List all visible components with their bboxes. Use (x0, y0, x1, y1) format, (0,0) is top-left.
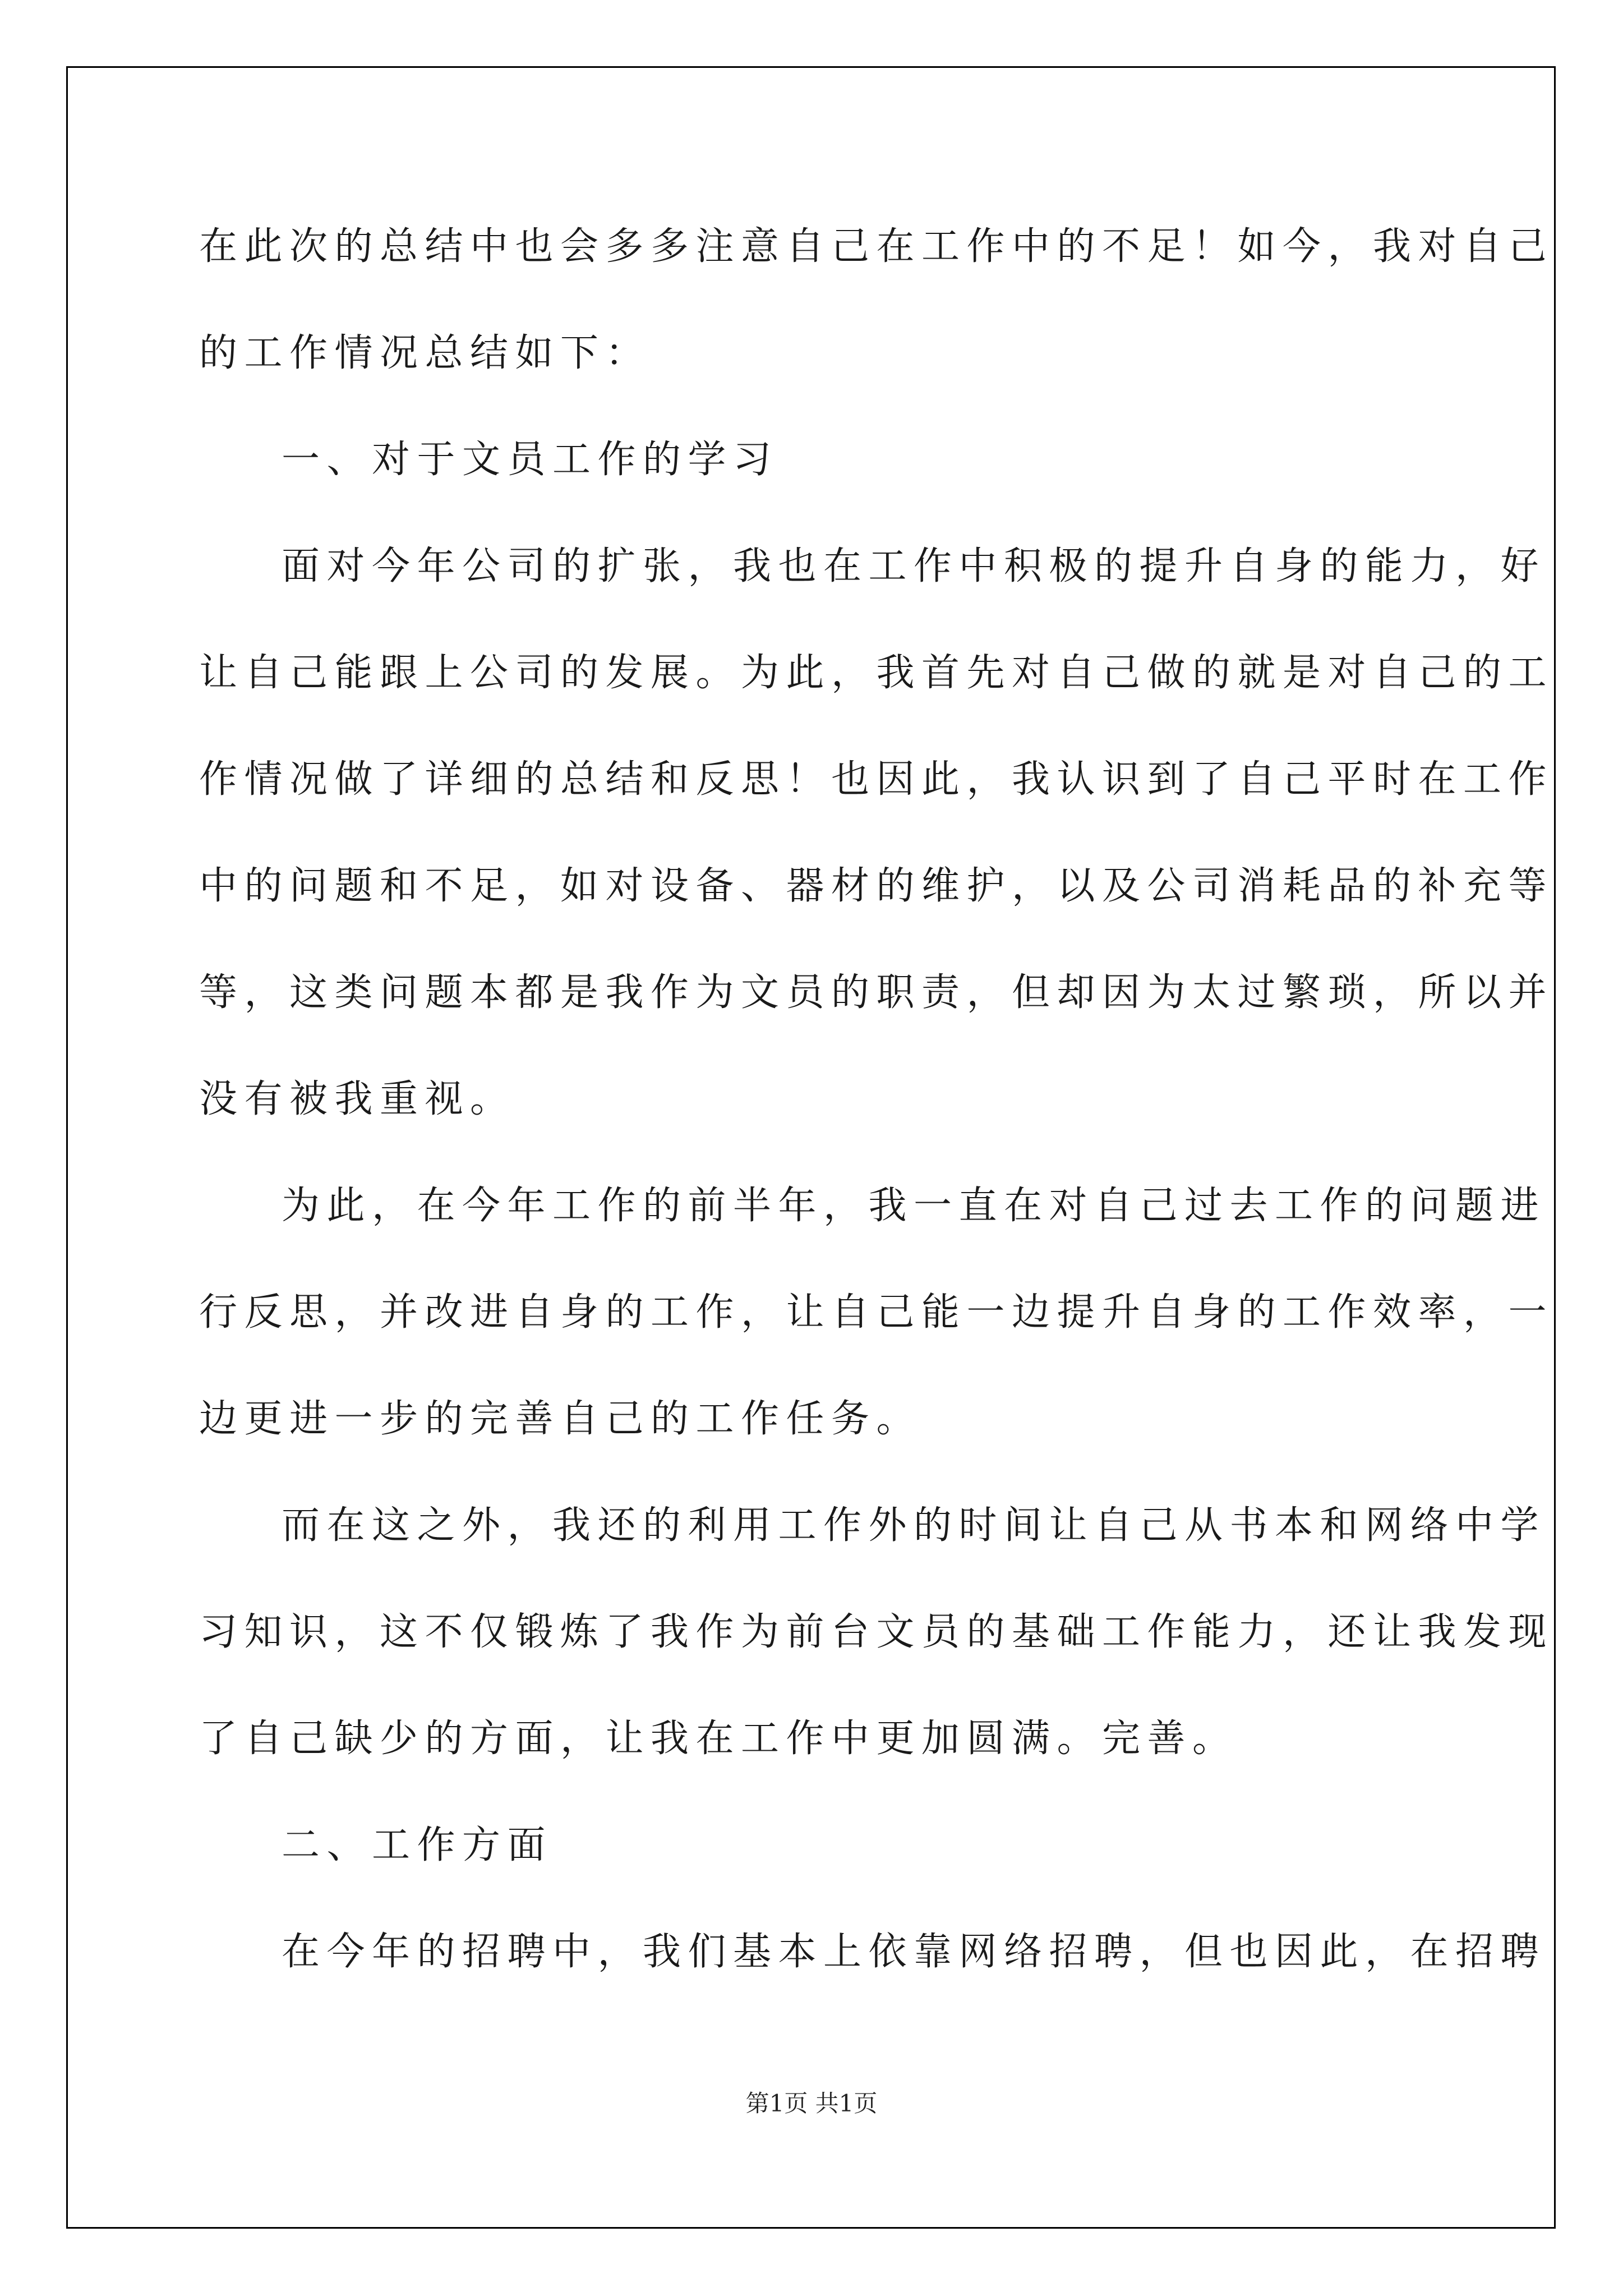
text-line: 习知识，这不仅锻炼了我作为前台文员的基础工作能力，还让我发现 (199, 1610, 1554, 1654)
text-line: 等，这类问题本都是我作为文员的职责，但却因为太过繁琐，所以并 (199, 970, 1554, 1015)
text-line: 了自己缺少的方面，让我在工作中更加圆满。完善。 (199, 1717, 1238, 1761)
text-line: 让自己能跟上公司的发展。为此，我首先对自己做的就是对自己的工 (199, 651, 1554, 695)
text-line: 中的问题和不足，如对设备、器材的维护，以及公司消耗品的补充等 (199, 864, 1554, 908)
text-line: 作情况做了详细的总结和反思！也因此，我认识到了自己平时在工作 (199, 757, 1554, 802)
text-line: 行反思，并改进自身的工作，让自己能一边提升自身的工作效率，一 (199, 1290, 1554, 1335)
page-border (66, 66, 1556, 2229)
text-line: 的工作情况总结如下： (199, 331, 651, 375)
section-heading: 一、对于文员工作的学习 (282, 438, 778, 482)
text-line: 为此，在今年工作的前半年，我一直在对自己过去工作的问题进 (282, 1184, 1546, 1228)
text-line: 而在这之外，我还的利用工作外的时间让自己从书本和网络中学 (282, 1503, 1546, 1548)
text-line: 面对今年公司的扩张，我也在工作中积极的提升自身的能力，好 (282, 544, 1546, 588)
page-footer: 第1页 共1页 (745, 2090, 878, 2117)
section-heading: 二、工作方面 (282, 1823, 553, 1867)
text-line: 没有被我重视。 (199, 1077, 515, 1121)
text-line: 边更进一步的完善自己的工作任务。 (199, 1397, 922, 1441)
text-line: 在今年的招聘中，我们基本上依靠网络招聘，但也因此，在招聘 (282, 1930, 1546, 1974)
text-line: 在此次的总结中也会多多注意自己在工作中的不足！如今，我对自己 (199, 224, 1554, 269)
